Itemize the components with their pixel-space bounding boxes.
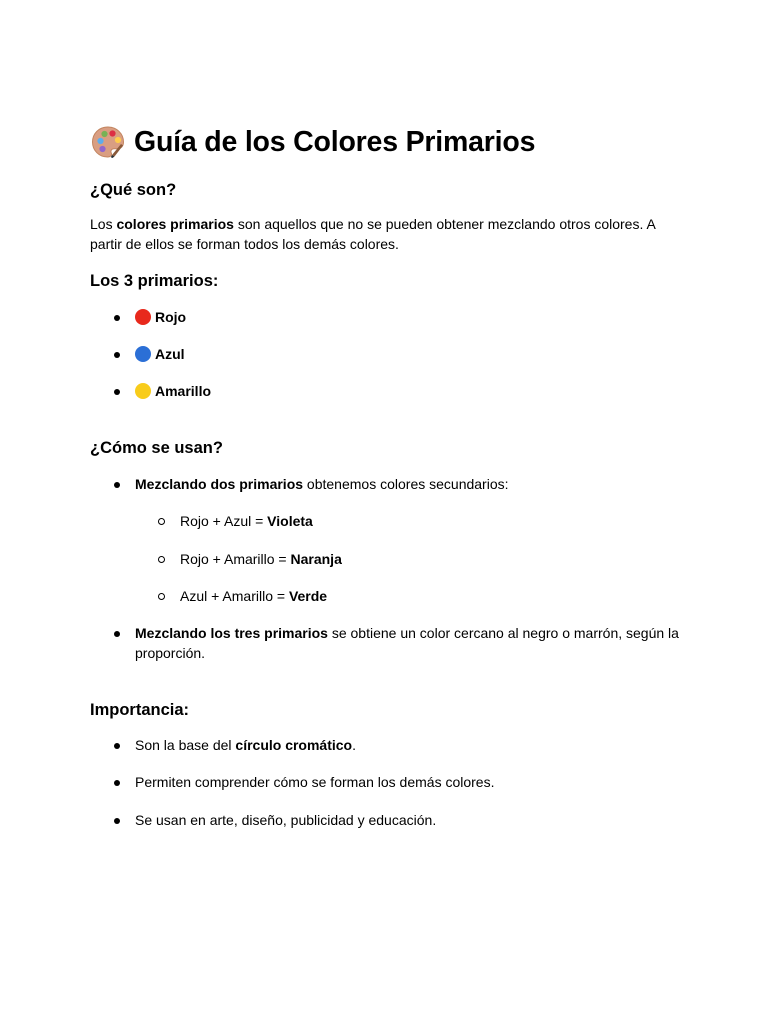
list-item-circulo (90, 736, 690, 756)
list-item-comprender (90, 773, 690, 793)
hollow-bullet-icon (158, 556, 165, 563)
importance-text: Permiten comprender cómo se forman los demás colores. (135, 774, 495, 790)
bullet-icon (114, 482, 120, 488)
sublist-item-violeta (90, 512, 690, 532)
color-label-rojo: Rojo (155, 309, 187, 325)
usage-bold-dos: Mezclando dos primarios (135, 475, 304, 492)
list-item-usos (90, 811, 690, 831)
definition-bold-term: colores primarios (116, 216, 234, 232)
usage-text-tres-line2: proporción. (135, 644, 206, 661)
list-item-azul (90, 345, 690, 365)
usage-text-dos: obtenemos colores secundarios: (303, 475, 509, 492)
secondary-colors-list (90, 512, 690, 607)
list-item-mezcla-dos (90, 475, 690, 607)
list-item-rojo (90, 308, 690, 328)
sublist-item-naranja (90, 550, 690, 570)
yellow-circle-icon (135, 383, 151, 399)
bullet-icon (114, 315, 120, 321)
primary-colors-list (90, 308, 690, 402)
page-title-text: Guía de los Colores Primarios (134, 126, 536, 158)
definition-paragraph (90, 215, 680, 254)
blue-circle-icon (135, 346, 151, 362)
definition-text-start: Los (90, 216, 117, 232)
definition-text-line2: partir de ellos se forman todos los demás colores. (90, 235, 399, 252)
bullet-icon (114, 818, 120, 824)
mix-formula: Azul + Amarillo = (180, 588, 289, 604)
usage-text-tres: se obtiene un color cercano al negro o marrón, según la (327, 625, 679, 641)
list-item-amarillo (90, 382, 690, 402)
list-item-mezcla-tres (90, 624, 690, 663)
mix-result: Verde (288, 588, 328, 604)
section-heading-importancia: Importancia: (90, 701, 190, 719)
color-label-amarillo: Amarillo (155, 383, 212, 399)
bullet-icon (114, 743, 120, 749)
importance-bold-term: círculo cromático (235, 737, 353, 753)
section-heading-como-se-usan: ¿Cómo se usan? (90, 438, 223, 457)
sublist-item-verde (90, 587, 690, 607)
hollow-bullet-icon (158, 518, 165, 525)
usage-list (90, 475, 690, 664)
mix-result: Naranja (290, 551, 342, 567)
definition-text-rest: son aquellos que no se pueden obtener mezclando otros colores. A (233, 216, 656, 232)
importance-period: . (352, 737, 356, 753)
hollow-bullet-icon (158, 593, 165, 600)
bullet-icon (114, 352, 120, 358)
palette-icon (90, 124, 126, 160)
section-heading-primarios: Los 3 primarios: (90, 272, 219, 290)
section-heading-que-son: ¿Qué son? (90, 181, 177, 199)
usage-bold-tres: Mezclando los tres primarios (135, 625, 328, 641)
red-circle-icon (135, 309, 151, 325)
importance-text: Se usan en arte, diseño, publicidad y educación. (135, 812, 437, 828)
document-page (90, 122, 690, 831)
page-title (90, 122, 690, 162)
mix-result: Violeta (267, 512, 313, 529)
color-label-azul: Azul (155, 346, 185, 362)
importance-text: Son la base del (135, 737, 236, 753)
importance-list (90, 736, 690, 831)
mix-formula: Rojo + Azul = (180, 512, 268, 529)
bullet-icon (114, 780, 120, 786)
bullet-icon (114, 389, 120, 395)
mix-formula: Rojo + Amarillo = (180, 551, 291, 567)
bullet-icon (114, 631, 120, 637)
